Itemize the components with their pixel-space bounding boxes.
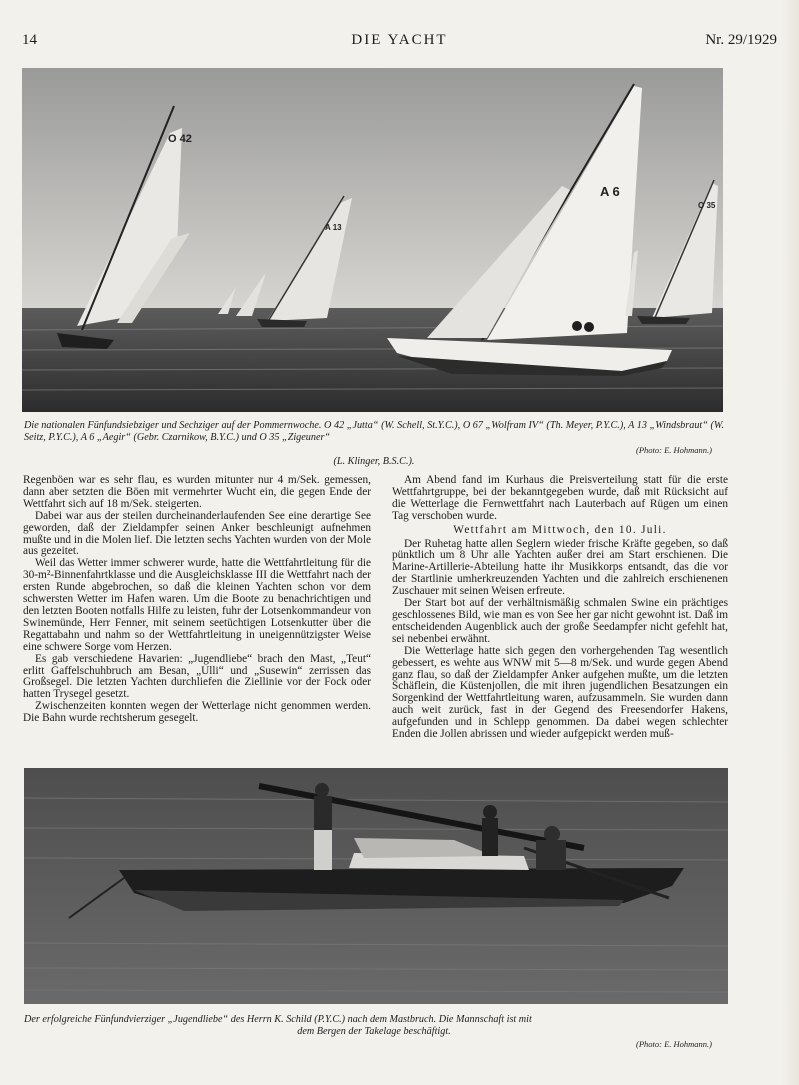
paragraph: Die Wetterlage hatte sich gegen den vorhergehenden Tag wesentlich gebessert, es wehte aus WNW mit 5—8 m/Sek. und wurde gegen Abend ganz flau, so daß der Zieldampfer Anker aufgehen mußte, um die letzten Schäflein, die Küstenjollen, die mit ihren jugendlichen Besatzungen ein Sorgenkind der Wettfahrtleitung waren, aufzusammeln. Sie wurden dann auch weit zurück, fast in der Gegend des Freesendorfer Hakens, aufgefunden und in Schlepp genommen. Da dabei wegen schlechter Enden die Jollen abrissen und wieder aufgepickt werden muß- (392, 644, 728, 741)
regatta-photo (22, 68, 723, 412)
caption-top-text: Die nationalen Fünfundsiebziger und Sechziger auf der Pommernwoche. O 42 „Jutta“ (W. Schell, St.Y.C.), O 67 „Wolfram IV“ (Th. Meyer, P.Y.C.), A 13 „Windsbraut“ (W. Seitz, P.Y.C.), A 6 „Aegir“ (Gebr. Czarnikow, B.Y.C.) und O 35 „Zigeuner“ (24, 420, 724, 443)
sail-number-a6: A 6 (600, 184, 620, 199)
page-header (22, 32, 777, 52)
caption-bottom-text: Der erfolgreiche Fünfundvierziger „Jugendliebe“ des Herrn K. Schild (P.Y.C.) nach dem Mastbruch. Die Mannschaft ist mit (24, 1014, 532, 1025)
photo-caption-bottom (24, 1014, 724, 1050)
paragraph: Dabei war aus der steilen durcheinanderlaufenden See eine derartige See geworden, daß der Zieldampfer seinen Anker beschleunigt aufnehmen mußte und in die Molen lief. Die letzten sechs Yachten wurden von der Mole aus gezeitet. (23, 509, 371, 558)
paragraph: Am Abend fand im Kurhaus die Preisverteilung statt für die erste Wettfahrtgruppe, bei der bekanntgegeben wurde, daß mit Rücksicht auf die Wetterlage die Fernwettfahrt nach Lauterbach auf Rügen um einen Tag verschoben wurde. (392, 474, 728, 522)
section-subheading: Wettfahrt am Mittwoch, den 10. Juli. (453, 523, 667, 536)
issue-number: Nr. 29/1929 (705, 32, 777, 48)
sail-number-o42: O 42 (168, 133, 192, 145)
photo-credit-bottom: (Photo: E. Hohmann.) (635, 1039, 712, 1049)
paragraph: Weil das Wetter immer schwerer wurde, hatte die Wettfahrtleitung für die 30-m²-Binnenfahrtklasse und die Ausgleichsklasse III die Wettfahrt nach der ersten Runde abgebrochen, so daß die kleinen Yachten schon vor dem schwersten Wetter im Hafen waren. Um die Boote zu benachrichtigen und den letzten Booten notfalls Hilfe zu leisten, fuhr der Lotsenkommandeur von Swinemünde, Herr Fenner, mit seinem seetüchtigen Lotsenkutter über die Regattabahn und nahm so der Wettfahrtleitung in uneigennützigster Weise eine schwere Sorge vom Herzen. (23, 557, 371, 653)
dismasted-yacht-photo (24, 768, 728, 1004)
photo-credit-top: (Photo: E. Hohmann.) (635, 445, 712, 455)
caption-top-line2: (L. Klinger, B.S.C.). (333, 456, 415, 467)
paragraph: Regenböen war es sehr flau, es wurden mitunter nur 4 m/Sek. gemessen, dann aber setzten die Böen mit vermehrter Wucht ein, die gegen Ende der Wettfahrt sich auf 18 m/Sek. steigerten. (23, 474, 371, 510)
page-edge (781, 0, 799, 1085)
paragraph: Der Ruhetag hatte allen Seglern wieder frische Kräfte gegeben, so daß pünktlich um 8 Uhr alle Yachten außer drei am Start erschienen. Die Marine-Artillerie-Abteilung hatte ihr Musikkorps entsandt, das die vor der Startlinie umherkreuzenden Yachten und die zahlreich erschienenen Zuschauer mit seinen Weisen erfreute. (392, 537, 728, 598)
paragraph: Zwischenzeiten konnten wegen der Wetterlage nicht genommen werden. Die Bahn wurde rechtsherum gesegelt. (23, 700, 371, 725)
sail-number-o35: O 35 (698, 201, 716, 210)
sail-number-a13: A 13 (325, 223, 342, 232)
article-left-column (23, 475, 371, 725)
paragraph: Es gab verschiedene Havarien: „Jugendliebe“ brach den Mast, „Teut“ erlitt Gaffelschuhbruch am Besan, „Ulli“ und „Susewin“ zerrissen das Großsegel. Die letzten Yachten durchliefen die Ziellinie vor der Fock oder hatten Trysegel gesetzt. (23, 652, 371, 701)
paragraph: Der Start bot auf der verhältnismäßig schmalen Swine ein prächtiges geschlossenes Bild, wie man es von See her gar nicht gewohnt ist. Daß im entscheidenden Augenblick auch der große Seedampfer nicht gefehlt hat, sei nebenbei erwähnt. (392, 597, 728, 645)
page-number: 14 (22, 32, 37, 48)
photo-caption-top (24, 420, 724, 468)
caption-bottom-line2: dem Bergen der Takelage beschäftigt. (297, 1026, 451, 1037)
journal-title: DIE YACHT (351, 32, 448, 48)
article-right-column (392, 475, 728, 741)
